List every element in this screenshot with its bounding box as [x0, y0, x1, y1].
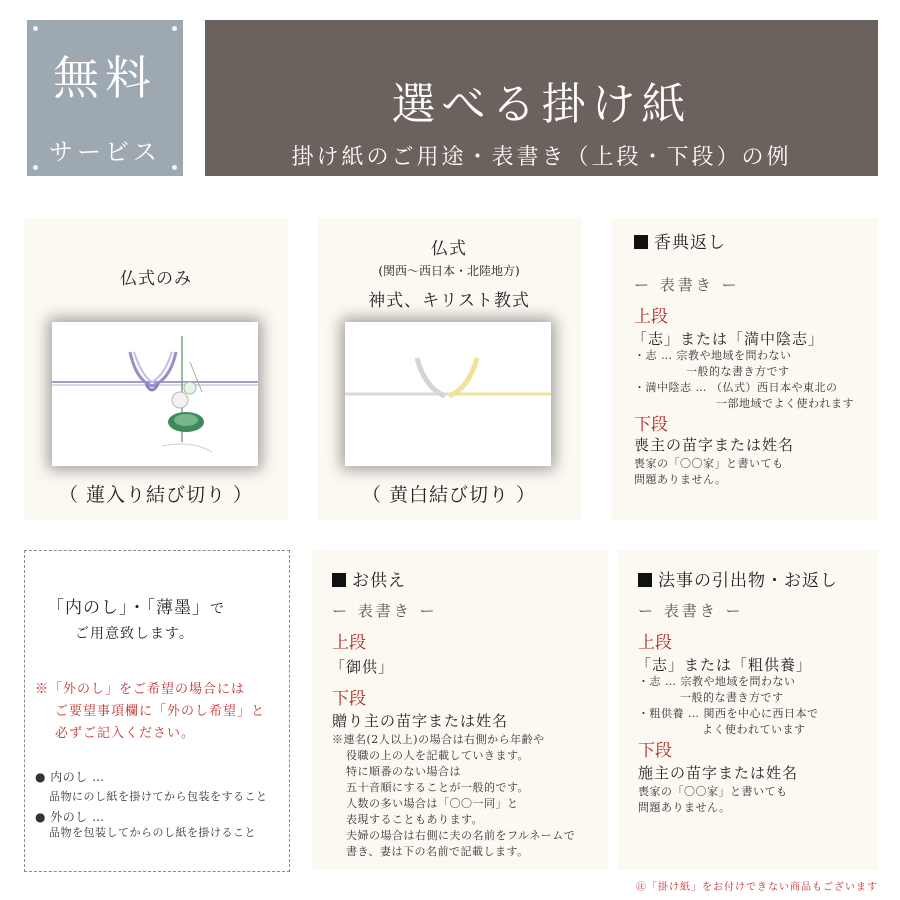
- header-banner: [205, 20, 878, 176]
- lower-note: 喪家の「〇〇家」と書いても: [634, 457, 784, 470]
- envelope-lotus-image: [52, 322, 258, 466]
- renmei-note: 表現することもあります。: [346, 813, 484, 826]
- square-bullet-icon: [332, 573, 346, 587]
- upper-note: ・志 … 宗教や地域を問わない: [634, 349, 792, 362]
- separator-dot: ・: [128, 598, 147, 618]
- upper-value: 「志」または「満中陰志」: [632, 330, 825, 348]
- section-title-text: お供え: [352, 571, 406, 591]
- section-title: [634, 228, 726, 253]
- card-title-2: 神式、キリスト教式: [368, 291, 530, 311]
- usuzumi-text: 「薄墨」: [146, 598, 210, 618]
- upper-note: よく使われています: [702, 723, 806, 736]
- lower-note: 問題ありません。: [638, 801, 731, 814]
- osonae-card: [312, 550, 608, 870]
- footer-note: ㊟「掛け紙」をお付けできない商品もございます: [636, 882, 878, 893]
- section-title: [638, 566, 838, 591]
- hoji-hikidemono-card: [618, 550, 878, 870]
- renmei-note: 特に順番のない場合は: [346, 765, 461, 778]
- upper-note: ・満中陰志 … （仏式）西日本や東北の: [634, 381, 838, 394]
- uchinoshi-text: 「内のし」: [47, 598, 129, 618]
- upper-label: 上段: [332, 633, 366, 653]
- renmei-note: 人数の多い場合は「〇〇一同」と: [346, 797, 519, 810]
- lotus-mizuhiki-illustration: [52, 322, 258, 466]
- particle-text: で: [210, 601, 225, 617]
- upper-value: 「志」または「粗供養」: [636, 656, 813, 674]
- wrapping-card-yellow-white: [317, 218, 581, 520]
- upper-note: 一般的な書き方です: [686, 365, 790, 378]
- badge-subtitle: サービス: [49, 138, 161, 166]
- corner-dot: [33, 26, 38, 31]
- omotegaki-label: ー 表書き ー: [634, 276, 740, 294]
- card-title: 仏式: [431, 239, 467, 259]
- lower-label: 下段: [634, 415, 668, 435]
- square-bullet-icon: [638, 573, 652, 587]
- card-caption: （ 黄白結び切り ）: [361, 484, 537, 506]
- noshi-info-box: [24, 550, 290, 872]
- sotonoshi-warning: 必ずご記入ください。: [55, 726, 196, 741]
- lower-note: 問題ありません。: [634, 473, 727, 486]
- renmei-note: ※連名(2人以上)の場合は右側から年齢や: [332, 733, 545, 746]
- uchinoshi-desc: 品物にのし紙を掛けてから包装をすること: [49, 790, 268, 803]
- free-service-badge: [27, 20, 183, 176]
- upper-note: 一般的な書き方です: [680, 691, 784, 704]
- lower-note: 喪家の「〇〇家」と書いても: [638, 785, 788, 798]
- uchinoshi-title: ● 内のし …: [35, 770, 105, 784]
- noshi-subline: ご用意致します。: [75, 626, 194, 642]
- lower-label: 下段: [638, 741, 672, 761]
- lower-label: 下段: [332, 689, 366, 709]
- section-title-text: 香典返し: [654, 233, 726, 253]
- sotonoshi-desc: 品物を包装してからのし紙を掛けること: [49, 826, 256, 839]
- upper-note: 一部地域でよく使われます: [716, 397, 854, 410]
- card-caption: （ 蓮入り結び切り ）: [58, 484, 254, 506]
- renmei-note: 書き、妻は下の名前で記載します。: [346, 845, 529, 858]
- card-region-note: (関西〜西日本・北陸地方): [378, 264, 520, 278]
- sotonoshi-warning: ご要望事項欄に「外のし希望」と: [55, 704, 266, 719]
- lower-value: 喪主の苗字または姓名: [634, 436, 795, 454]
- yellow-white-mizuhiki-illustration: [345, 322, 551, 466]
- upper-note: ・粗供養 … 関西を中心に西日本で: [638, 707, 819, 720]
- lower-value: 贈り主の苗字または姓名: [332, 712, 509, 730]
- sotonoshi-title: ● 外のし …: [35, 810, 105, 824]
- page-title: 選べる掛け紙: [391, 79, 692, 130]
- upper-label: 上段: [634, 307, 668, 327]
- omotegaki-label: ー 表書き ー: [332, 602, 438, 620]
- renmei-note: 五十音順にすることが一般的です。: [346, 781, 530, 794]
- renmei-note: 役職の上の人を記載していきます。: [346, 749, 530, 762]
- koden-gaeshi-card: [612, 218, 878, 520]
- page-subtitle: 掛け紙のご用途・表書き（上段・下段）の例: [291, 145, 792, 170]
- sotonoshi-warning: ※「外のし」をご希望の場合には: [35, 682, 246, 697]
- badge-title: 無料: [53, 51, 157, 105]
- corner-dot: [172, 26, 177, 31]
- noshi-headline: [47, 593, 225, 618]
- upper-value: 「御供」: [330, 658, 395, 676]
- omotegaki-label: ー 表書き ー: [638, 602, 744, 620]
- envelope-yellow-white-image: [345, 322, 551, 466]
- card-title: 仏式のみ: [120, 269, 192, 289]
- renmei-note: 夫婦の場合は右側に夫の名前をフルネームで: [346, 829, 576, 842]
- section-title-text: 法事の引出物・お返し: [658, 571, 838, 591]
- square-bullet-icon: [634, 235, 648, 249]
- section-title: [332, 566, 406, 591]
- upper-label: 上段: [638, 633, 672, 653]
- lower-value: 施主の苗字または姓名: [638, 764, 799, 782]
- wrapping-card-lotus: [24, 218, 288, 520]
- upper-note: ・志 … 宗教や地域を問わない: [638, 675, 796, 688]
